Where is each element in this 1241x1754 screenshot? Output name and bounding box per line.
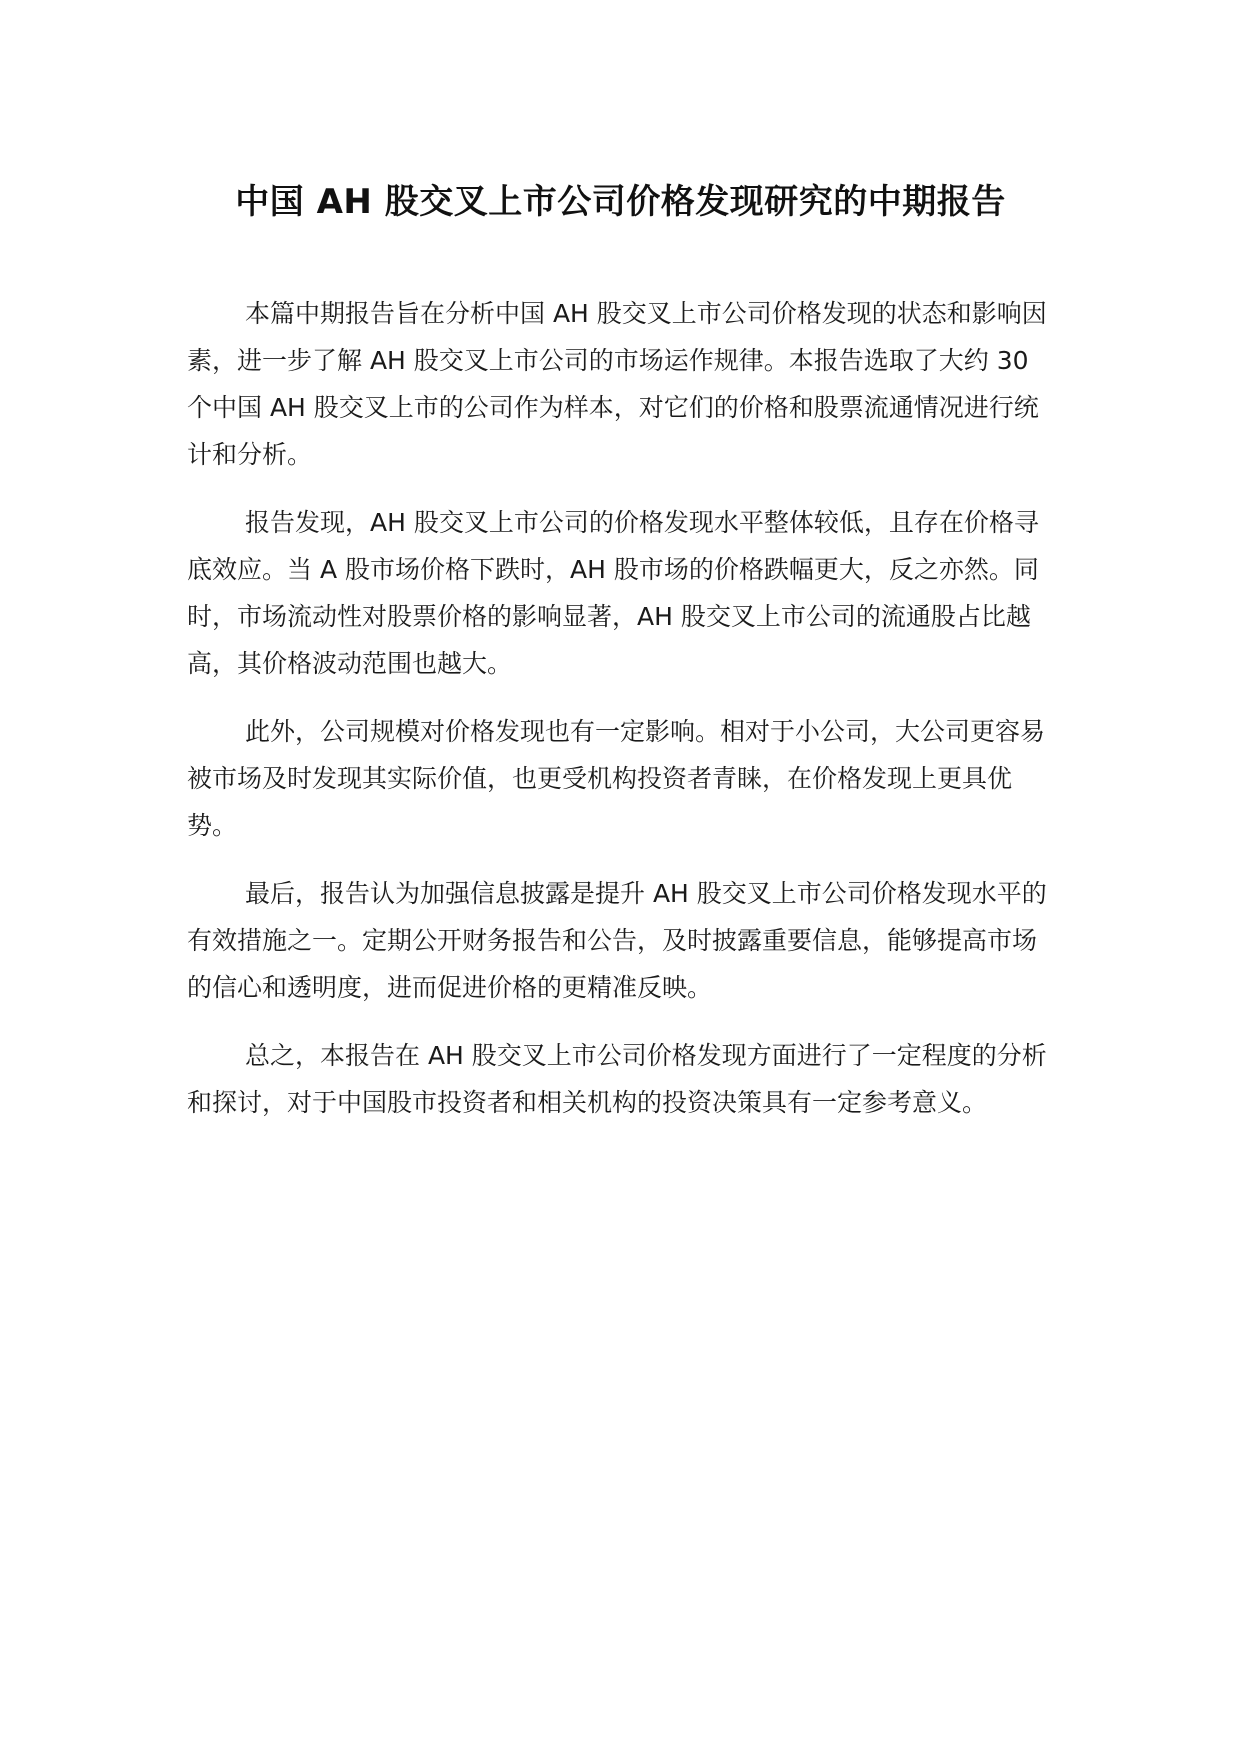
document-title: 中国 AH 股交叉上市公司价格发现研究的中期报告: [235, 182, 1006, 222]
paragraph-intro: 本篇中期报告旨在分析中国 AH 股交叉上市公司价格发现的状态和影响因素，进一步了解 AH 股交叉上市公司的市场运作规律。本报告选取了大约 30 个中国 AH 股交叉上市的公司作为样本，对它们的价格和股票流通情况进行统计和分析。: [187, 299, 1047, 469]
paragraph-conclusion: 总之，本报告在 AH 股交叉上市公司价格发现方面进行了一定程度的分析和探讨，对于中国股市投资者和相关机构的投资决策具有一定参考意义。: [187, 1041, 1047, 1117]
paragraph-company-size: 此外，公司规模对价格发现也有一定影响。相对于小公司，大公司更容易被市场及时发现其实际价值，也更受机构投资者青睐，在价格发现上更具优势。: [187, 717, 1046, 840]
document-body: [187, 290, 1055, 1147]
paragraph-disclosure: 最后，报告认为加强信息披露是提升 AH 股交叉上市公司价格发现水平的有效措施之一。定期公开财务报告和公告，及时披露重要信息，能够提高市场的信心和透明度，进而促进价格的更精准反映。: [187, 879, 1047, 1002]
paragraph-findings: 报告发现，AH 股交叉上市公司的价格发现水平整体较低，且存在价格寻底效应。当 A 股市场价格下跌时，AH 股市场的价格跌幅更大，反之亦然。同时，市场流动性对股票价格的影响显著，AH 股交叉上市公司的流通股占比越高，其价格波动范围也越大。: [187, 508, 1039, 678]
